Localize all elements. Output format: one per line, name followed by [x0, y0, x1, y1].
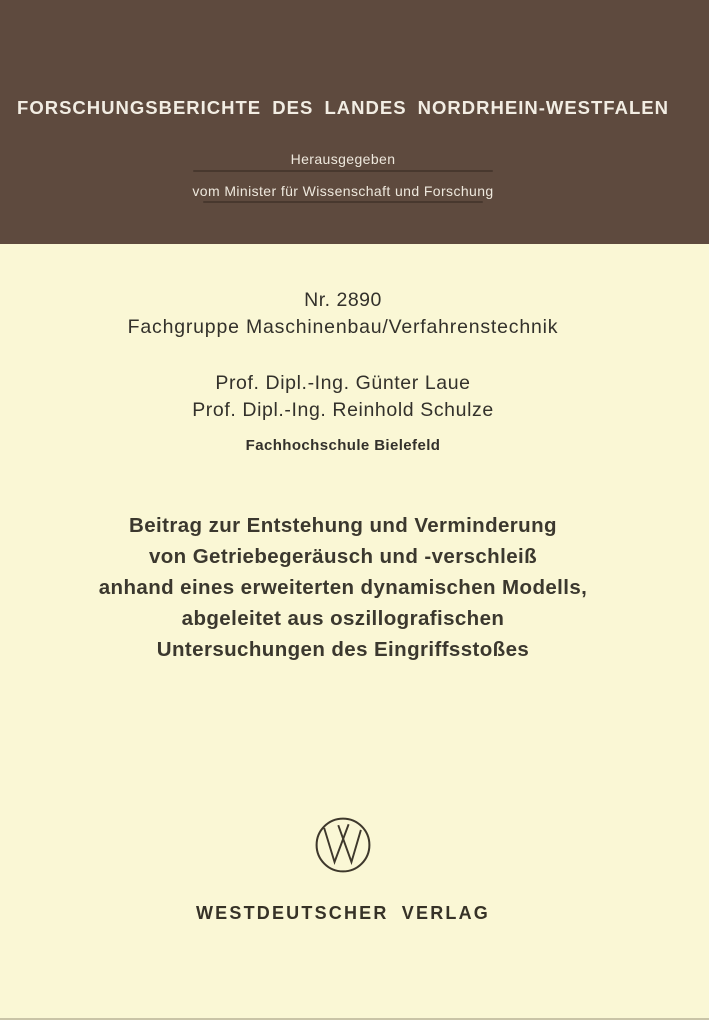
minister-line: vom Minister für Wissenschaft und Forschung	[192, 183, 494, 199]
issue-number: Nr. 2890	[304, 289, 382, 311]
publisher-logo	[0, 815, 686, 875]
book-title-line: Beitrag zur Entstehung und Verminderung	[129, 514, 557, 537]
series-title: FORSCHUNGSBERICHTE DES LANDES NORDRHEIN-WESTFALEN	[17, 97, 669, 118]
author-name-2: Prof. Dipl.-Ing. Reinhold Schulze	[192, 399, 494, 421]
issue-department: Fachgruppe Maschinenbau/Verfahrenstechnik	[127, 316, 559, 338]
author-name-1: Prof. Dipl.-Ing. Günter Laue	[215, 372, 471, 394]
book-title	[0, 510, 686, 665]
book-title-line: Untersuchungen des Eingriffsstoßes	[156, 638, 530, 661]
affiliation: Fachhochschule Bielefeld	[245, 437, 441, 454]
header-rule-top	[193, 170, 493, 172]
book-title-line: anhand eines erweiterten dynamischen Modells,	[98, 576, 588, 599]
herausgegeben-label: Herausgegeben	[290, 151, 396, 167]
header-band	[0, 0, 709, 244]
header-rule-bottom	[203, 201, 483, 203]
publisher-name: WESTDEUTSCHER VERLAG	[195, 903, 490, 923]
wv-monogram-icon	[313, 815, 373, 875]
book-title-line: abgeleitet aus oszillografischen	[181, 607, 505, 630]
book-title-line: von Getriebegeräusch und -verschleiß	[148, 545, 538, 568]
